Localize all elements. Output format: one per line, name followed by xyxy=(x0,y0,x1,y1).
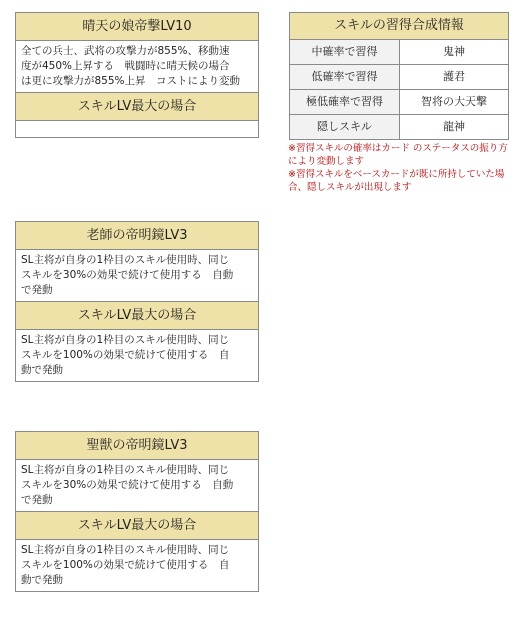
table-row xyxy=(290,115,508,139)
row-value: 鬼神 xyxy=(400,40,508,64)
max-level-description xyxy=(16,121,258,137)
table-title: スキルの習得合成情報 xyxy=(290,13,508,40)
row-label: 低確率で習得 xyxy=(290,65,400,89)
note-text: ※習得スキルをベースカードが既に所持していた場 合、隠しスキルが出現します xyxy=(288,169,505,193)
max-level-title: スキルLV最大の場合 xyxy=(16,512,258,540)
skill-description: 全ての兵士、武将の攻撃力が855%、移動速 度が450%上昇する 戦闘時に晴天候の場合 は更に攻撃力が855%上昇 コストにより変動 xyxy=(16,41,258,93)
skill-acquisition-table xyxy=(289,12,509,140)
row-label: 隠しスキル xyxy=(290,115,400,139)
row-value: 智将の大天撃 xyxy=(400,90,508,114)
row-label: 極低確率で習得 xyxy=(290,90,400,114)
max-level-title: スキルLV最大の場合 xyxy=(16,93,258,121)
skill-title: 老師の帝明鏡LV3 xyxy=(16,222,258,250)
skill-title: 晴天の娘帝撃LV10 xyxy=(16,13,258,41)
notes xyxy=(288,142,518,194)
row-value: 護君 xyxy=(400,65,508,89)
note-text: ※習得スキルの確率はカード のステータスの振り方 により変動します xyxy=(288,143,508,167)
row-label: 中確率で習得 xyxy=(290,40,400,64)
skill-card-2 xyxy=(15,221,259,382)
table-row xyxy=(290,65,508,90)
skill-card-3 xyxy=(15,431,259,592)
skill-description: SL主将が自身の1枠目のスキル使用時、同じ スキルを30%の効果で続けて使用する 自動 で発動 xyxy=(16,460,258,512)
table-row xyxy=(290,40,508,65)
skill-description: SL主将が自身の1枠目のスキル使用時、同じ スキルを30%の効果で続けて使用する 自動 で発動 xyxy=(16,250,258,302)
table-row xyxy=(290,90,508,115)
skill-title: 聖獣の帝明鏡LV3 xyxy=(16,432,258,460)
max-level-description: SL主将が自身の1枠目のスキル使用時、同じ スキルを100%の効果で続けて使用する 自 動で発動 xyxy=(21,544,230,586)
skill-card-1 xyxy=(15,12,259,138)
max-level-description: SL主将が自身の1枠目のスキル使用時、同じ スキルを100%の効果で続けて使用する 自 動で発動 xyxy=(21,334,230,376)
row-value: 龍神 xyxy=(400,115,508,139)
max-level-title: スキルLV最大の場合 xyxy=(16,302,258,330)
